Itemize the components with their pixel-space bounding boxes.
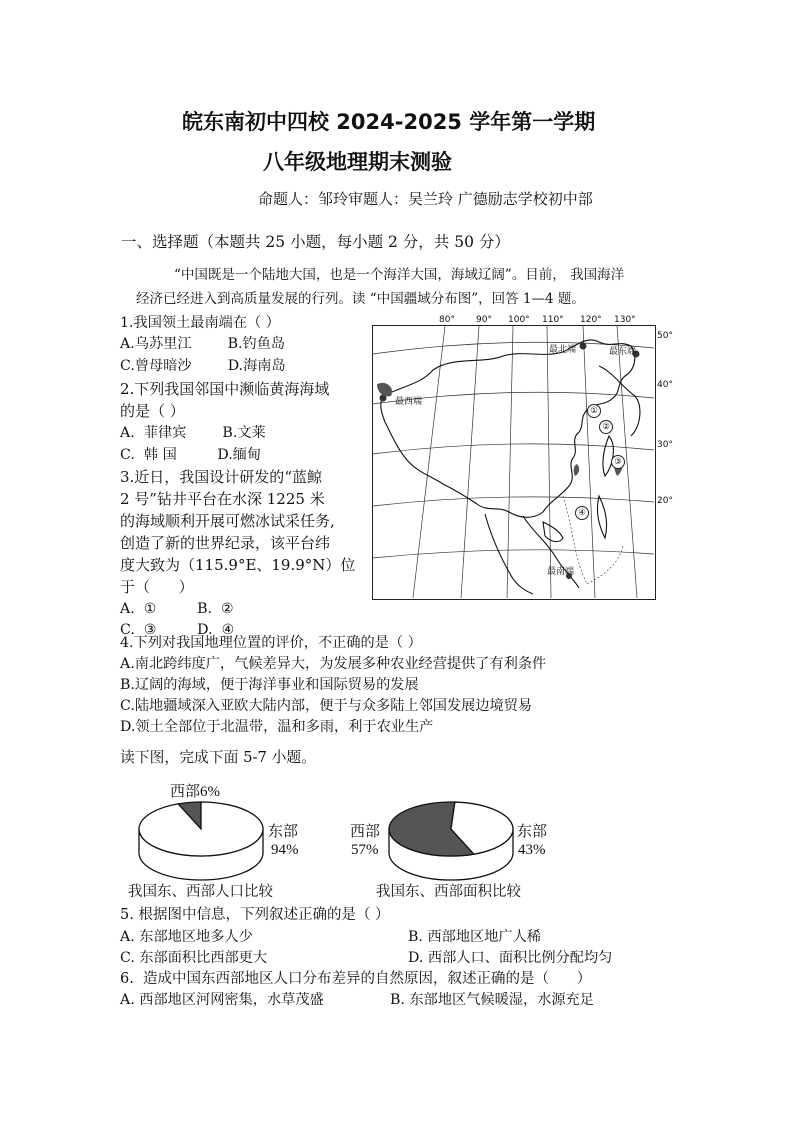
q5-option-b: B. 西部地区地广人稀 [408,929,541,945]
marker-label-north: 最北端 [549,345,577,355]
zone-marker-2: ② [599,420,613,434]
pie1-label-east-pct: 94% [271,842,299,858]
pie1-label-west: 西部6% [170,784,220,800]
q1-options-cd: C.曾母暗沙 D.海南岛 [120,358,286,374]
q1-stem: 1.我国领土最南端在（ ） [120,315,280,331]
q3-line6: 于（ ） [120,578,194,596]
q1-options-ab: A.乌苏里江 B.钓鱼岛 [120,336,286,352]
q5-option-a: A. 东部地区地多人少 [120,929,253,945]
q4-option-b: B.辽阔的海域，便于海洋事业和国际贸易的发展 [120,677,419,693]
q2-options-cd: C. 韩 国 D.缅甸 [120,447,262,463]
q2-options-ab: A. 菲律宾 B.文莱 [120,425,266,441]
zone-marker-3: ③ [611,455,625,469]
q3-line5: 度大致为（115.9°E、19.9°N）位 [120,556,356,574]
map-lat-label: 20° [657,496,673,506]
map-lat-label: 40° [657,380,673,390]
pie1-caption: 我国东、西部人口比较 [128,884,273,900]
intro-line-2: 经济已经进入到高质量发展的行列。读 “中国疆域分布图”，回答 1—4 题。 [136,291,585,307]
pie1-slice-东部 [139,802,263,856]
pie2-label-east: 东部 [517,824,548,840]
map-lon-label: 110° [542,315,564,325]
marker-label-east: 最东端 [609,347,637,357]
pie2-label-west: 西部 [350,824,381,840]
exam-title-line2: 八年级地理期末测验 [263,150,452,174]
q3-line3: 的海域顺利开展可燃冰试采任务, [120,512,335,530]
pie1-label-east: 东部 [268,824,299,840]
northmost-point-marker [580,343,587,350]
q4-option-c: C.陆地疆域深入亚欧大陆内部，便于与众多陆上邻国发展边境贸易 [120,698,533,714]
exam-title-line1: 皖东南初中四校 2024-2025 学年第一学期 [182,110,596,134]
area-pie [389,802,513,880]
q4-option-d: D.领土全部位于北温带，温和多雨，利于农业生产 [120,719,434,735]
section-heading: 一、选择题（本题共 25 小题，每小题 2 分，共 50 分） [121,233,510,251]
map-lat-label: 30° [657,440,673,450]
pie2-label-east-pct: 43% [518,842,546,858]
q6-option-a: A. 西部地区河网密集，水草茂盛 [120,992,324,1008]
q3-options-ab: A. ① B. ② [120,601,234,617]
q4-option-a: A.南北跨纬度广，气候差异大，为发展多种农业经营提供了有利条件 [120,656,547,672]
q3-line2: 2 号”钻井平台在水深 1225 米 [120,490,325,508]
china-territory-map [372,325,656,600]
q6-option-b: B. 东部地区气候暖湿，水源充足 [390,992,594,1008]
read-figure-instruction: 读下图，完成下面 5-7 小题。 [120,749,317,766]
zone-marker-1: ① [587,404,601,418]
map-lon-label: 80° [439,315,455,325]
map-lon-label: 120° [580,315,602,325]
intro-line-1: “中国既是一个陆地大国，也是一个海洋大国，海域辽阔”。目前， 我国海洋 [174,267,625,283]
map-lon-label: 100° [508,315,530,325]
q5-option-c: C. 东部面积比西部更大 [120,950,268,966]
q2-stem-line2: 的是（ ） [120,402,185,420]
q3-line4: 创造了新的世界纪录，该平台纬 [120,534,331,552]
q3-line1: 3.近日，我国设计研发的“蓝鲸 [120,468,322,486]
pie2-caption: 我国东、西部面积比较 [376,884,521,900]
q4-stem: 4.下列对我国地理位置的评价，不正确的是（ ） [120,635,422,651]
zone-marker-4: ④ [575,506,589,520]
pie2-label-west-pct: 57% [351,842,379,858]
q5-stem: 5. 根据图中信息，下列叙述正确的是（ ） [120,907,390,923]
authors-line: 命题人：邹玲审题人：吴兰玲 广德励志学校初中部 [258,190,593,208]
q2-stem-line1: 2.下列我国邻国中濒临黄海海域 [120,380,330,398]
map-lat-label: 50° [657,331,673,341]
q6-stem: 6. 造成中国东西部地区人口分布差异的自然原因，叙述正确的是（ ） [120,971,592,987]
q5-option-d: D. 西部人口、面积比例分配均匀 [408,950,613,966]
marker-label-south: 最南端 [547,567,575,577]
map-lon-label: 90° [476,315,492,325]
q3-options-cd: C. ③ D. ④ [120,622,235,638]
population-pie [139,802,263,880]
map-lon-label: 130° [614,315,636,325]
marker-label-west: 最西端 [395,397,423,407]
